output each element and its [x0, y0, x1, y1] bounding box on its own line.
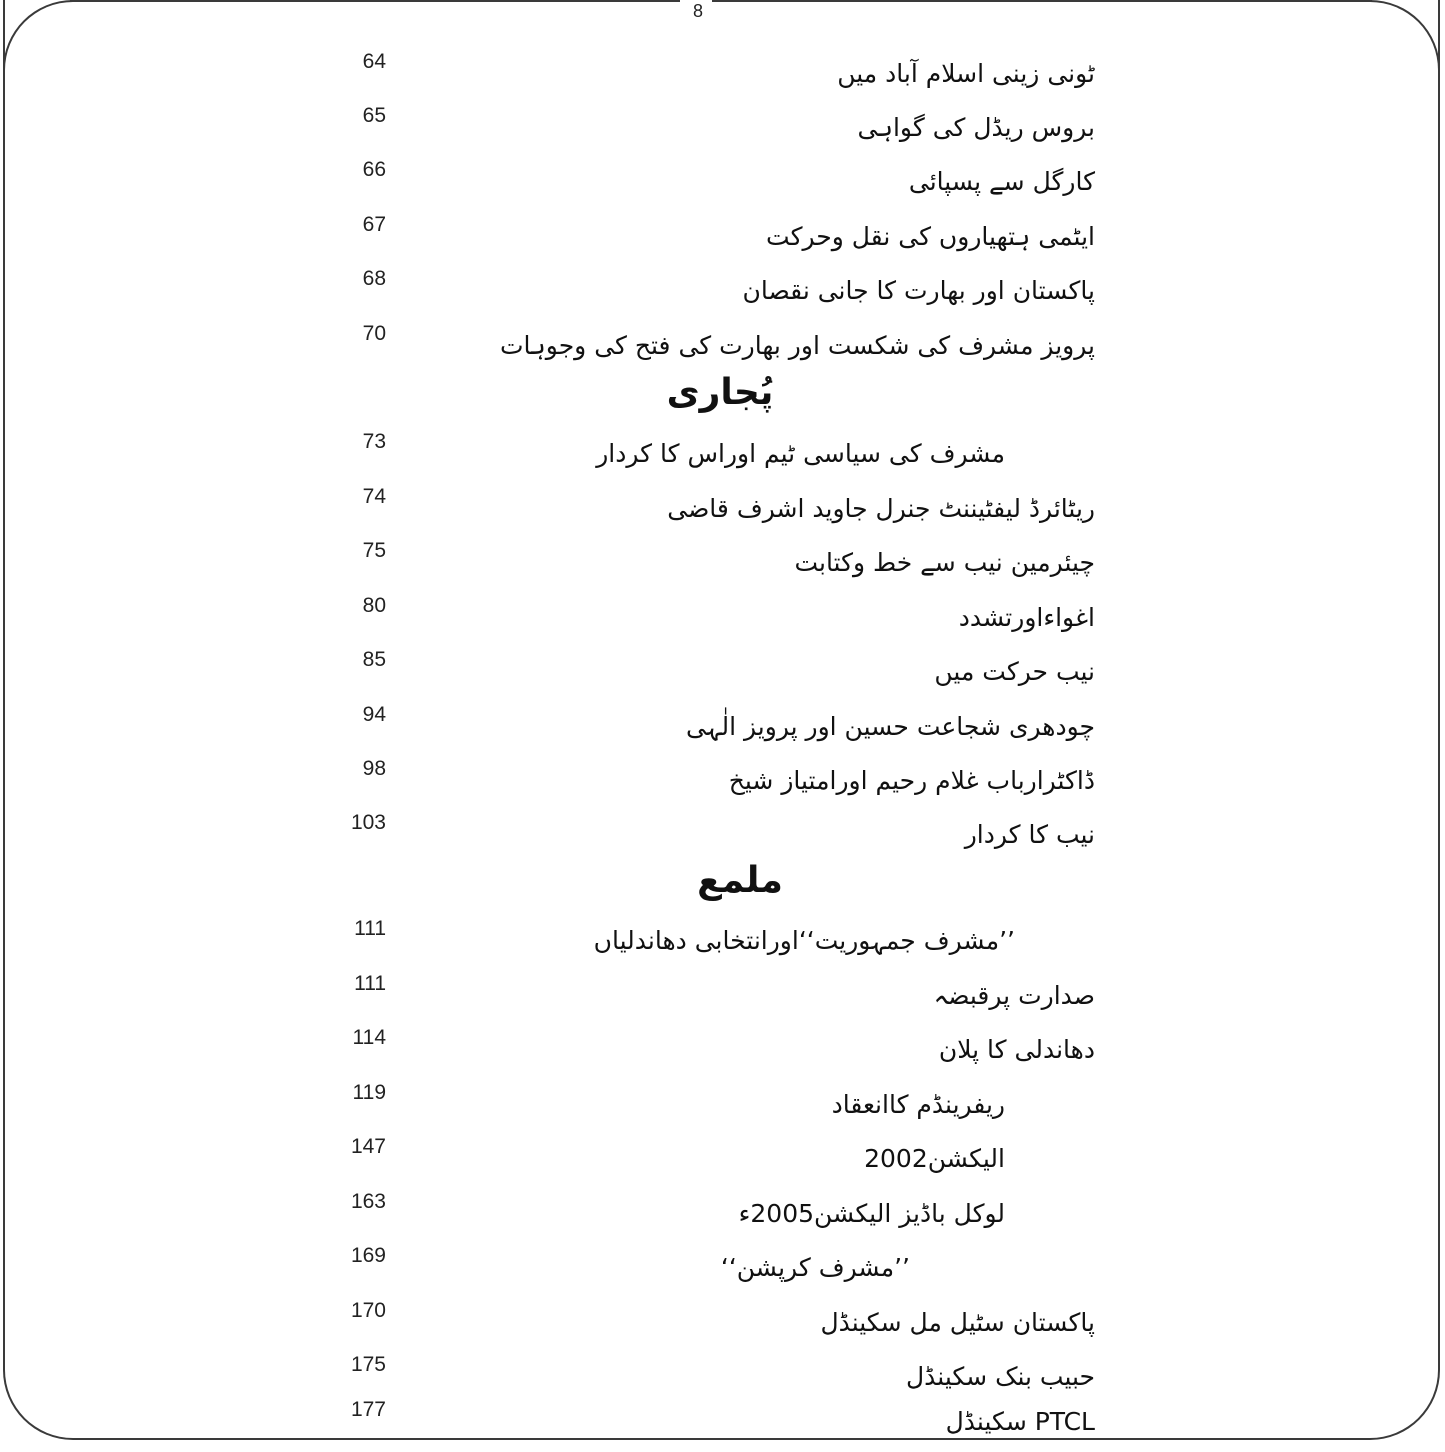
toc-entry[interactable] — [0, 703, 1445, 757]
toc-page-number: 70 — [362, 322, 386, 345]
toc-entry[interactable] — [0, 1026, 1445, 1080]
toc-page-number: 66 — [362, 158, 386, 181]
toc-title: الیکشن2002 — [864, 1144, 1005, 1173]
toc-title: ایٹمی ہتھیاروں کی نقل وحرکت — [766, 222, 1095, 251]
toc-title: ریٹائرڈ لیفٹیننٹ جنرل جاوید اشرف قاضی — [667, 494, 1095, 523]
toc-page-number: 98 — [362, 757, 386, 780]
toc-title: ’’مشرف جمہوریت‘‘اورانتخابی دھاندلیاں — [593, 926, 1015, 955]
toc-entry[interactable] — [0, 811, 1445, 865]
toc-entry[interactable] — [0, 485, 1445, 539]
toc-entry[interactable] — [0, 1081, 1445, 1135]
toc-page-number: 64 — [362, 50, 386, 73]
toc-title: پرویز مشرف کی شکست اور بھارت کی فتح کی وجوہات — [500, 331, 1095, 360]
toc-entry[interactable] — [0, 1135, 1445, 1189]
toc-entry[interactable] — [0, 972, 1445, 1026]
toc-title: ’’مشرف کرپشن‘‘ — [720, 1253, 910, 1282]
toc-title: صدارت پرقبضہ — [933, 981, 1095, 1010]
toc-page-number: 75 — [362, 539, 386, 562]
toc-entry[interactable] — [0, 1190, 1445, 1244]
toc-entry[interactable] — [0, 1398, 1445, 1452]
toc-page-number: 94 — [362, 703, 386, 726]
toc-title: حبیب بنک سکینڈل — [906, 1362, 1095, 1391]
toc-entry[interactable] — [0, 430, 1445, 484]
page-number: 8 — [692, 1, 703, 21]
toc-page-number: 80 — [362, 594, 386, 617]
toc-entry[interactable] — [0, 104, 1445, 158]
toc-title: مشرف کی سیاسی ٹیم اوراس کا کردار — [596, 439, 1005, 468]
toc-title: بروس ریڈل کی گواہی — [857, 113, 1095, 142]
toc-title: کارگل سے پسپائی — [908, 167, 1095, 196]
toc-entry[interactable] — [0, 1244, 1445, 1298]
toc-entry[interactable] — [0, 757, 1445, 811]
toc-title: PTCL سکینڈل — [945, 1407, 1095, 1436]
toc-page-number: 119 — [352, 1081, 386, 1104]
toc-title: ڈاکٹرارباب غلام رحیم اورامتیاز شیخ — [728, 766, 1095, 795]
toc-entry[interactable] — [0, 158, 1445, 212]
toc-title: ٹونی زینی اسلام آباد میں — [837, 59, 1095, 88]
toc-title: دھاندلی کا پلان — [938, 1035, 1095, 1064]
toc-title: چودھری شجاعت حسین اور پرویز الٰہی — [686, 712, 1095, 741]
toc-page-number: 114 — [352, 1026, 386, 1049]
toc-title: لوکل باڈیز الیکشن2005ء — [738, 1199, 1005, 1228]
toc-entry[interactable] — [0, 1299, 1445, 1353]
toc-page-number: 111 — [354, 972, 386, 995]
toc-page-number: 177 — [350, 1398, 386, 1421]
toc-page-number: 103 — [350, 811, 386, 834]
toc-entry[interactable] — [0, 213, 1445, 267]
toc-page-number: 67 — [362, 213, 386, 236]
toc-title: پاکستان اور بھارت کا جانی نقصان — [742, 276, 1095, 305]
toc-page-number: 163 — [350, 1190, 386, 1213]
toc-page-number: 68 — [362, 267, 386, 290]
toc-page-number: 73 — [362, 430, 386, 453]
toc-entry[interactable] — [0, 917, 1445, 971]
toc-page-number: 74 — [362, 485, 386, 508]
toc-page-number: 65 — [362, 104, 386, 127]
section-heading: ملمع — [697, 860, 783, 901]
section-heading: پُجاری — [666, 372, 774, 413]
toc-page-number: 85 — [362, 648, 386, 671]
toc-entry[interactable] — [0, 50, 1445, 104]
toc-page-number: 175 — [350, 1353, 386, 1376]
toc-entry[interactable] — [0, 539, 1445, 593]
toc-page-number: 170 — [350, 1299, 386, 1322]
toc-entry[interactable] — [0, 267, 1445, 321]
toc-page-number: 111 — [354, 917, 386, 940]
toc-page-number: 169 — [350, 1244, 386, 1267]
toc-entry[interactable] — [0, 594, 1445, 648]
toc-page-number: 147 — [350, 1135, 386, 1158]
toc-title: پاکستان سٹیل مل سکینڈل — [820, 1308, 1095, 1337]
toc-title: ریفرینڈم کاانعقاد — [831, 1090, 1005, 1119]
toc-title: اغواءاورتشدد — [958, 603, 1095, 632]
toc-title: چیئرمین نیب سے خط وکتابت — [794, 548, 1095, 577]
toc-title: نیب کا کردار — [964, 820, 1095, 849]
toc-entry[interactable] — [0, 322, 1445, 376]
toc-title: نیب حرکت میں — [934, 657, 1095, 686]
toc-entry[interactable] — [0, 648, 1445, 702]
